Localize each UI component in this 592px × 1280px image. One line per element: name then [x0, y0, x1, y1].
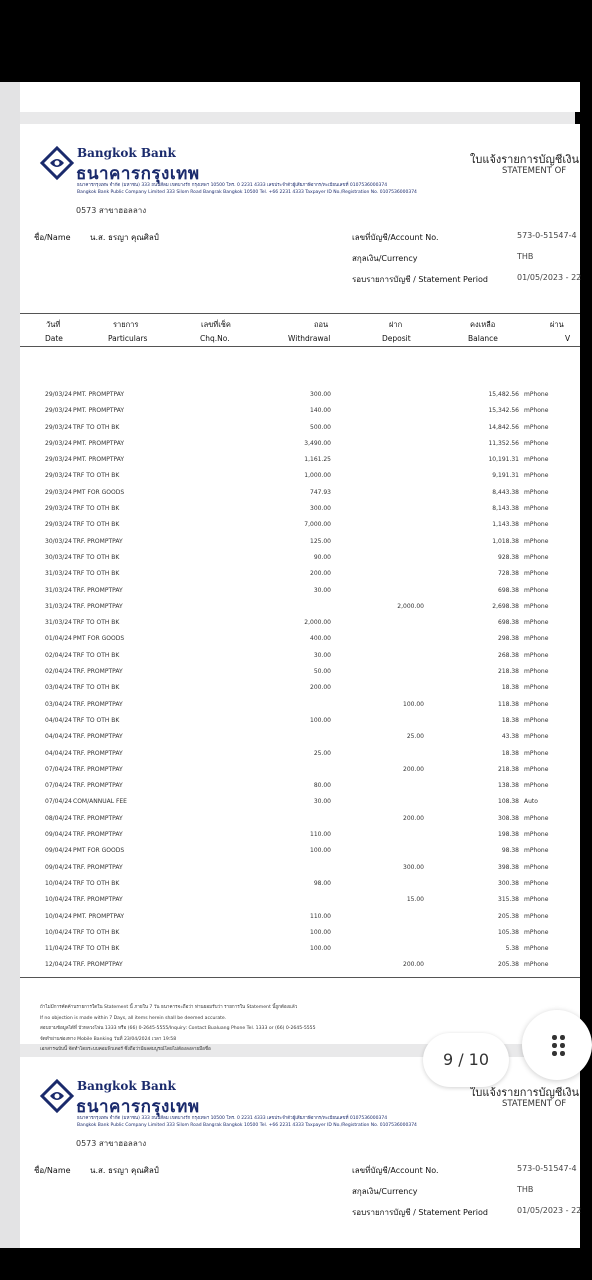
cell-via: mPhone [524, 407, 549, 415]
cell-balance: 105.38 [498, 928, 519, 936]
cell-balance: 308.38 [498, 814, 519, 822]
cell-balance: 698.38 [498, 619, 519, 627]
cell-balance: 2,698.38 [492, 602, 519, 610]
cell-balance: 198.38 [498, 831, 519, 839]
table-row [20, 827, 580, 843]
cell-via: mPhone [524, 586, 549, 594]
cell-withdrawal: 200.00 [310, 684, 331, 692]
grid-view-button[interactable] [522, 1010, 592, 1080]
period-value: 01/05/2023 - 22 [517, 273, 582, 282]
cell-withdrawal: 3,490.00 [304, 439, 331, 447]
cell-balance: 108.38 [498, 798, 519, 806]
cell-balance: 728.38 [498, 570, 519, 578]
cell-date: 03/04/24 [45, 684, 72, 692]
cell-date: 30/03/24 [45, 537, 72, 545]
table-row [20, 941, 580, 957]
branch-label: 0573 สาขาฮอลลาง [76, 206, 147, 215]
cell-balance: 300.38 [498, 879, 519, 887]
statement-page-next [20, 1057, 580, 1248]
cell-withdrawal: 30.00 [313, 798, 331, 806]
cell-particulars: TRF. PROMPTPAY [73, 602, 123, 610]
col-deposit-th: ฝาก [389, 320, 403, 329]
name-value: น.ส. ธรญา คุณศิลป์ [90, 1166, 159, 1175]
table-row [20, 615, 580, 631]
cell-particulars: TRF TO OTH BK [73, 619, 120, 627]
cell-via: mPhone [524, 896, 549, 904]
cell-particulars: TRF TO OTH BK [73, 521, 120, 529]
cell-balance: 9,191.31 [492, 472, 519, 480]
table-row [20, 957, 580, 973]
cell-particulars: PMT FOR GOODS [73, 635, 125, 643]
cell-date: 11/04/24 [45, 945, 72, 953]
table-row [20, 811, 580, 827]
cell-via: mPhone [524, 439, 549, 447]
account-no-label: เลขที่บัญชี/Account No. [352, 1166, 439, 1175]
table-row [20, 843, 580, 859]
cell-date: 29/03/24 [45, 521, 72, 529]
bank-address [77, 182, 517, 196]
cell-particulars: PMT. PROMPTPAY [73, 439, 125, 447]
bank-name-en: Bangkok Bank [77, 1079, 176, 1093]
note-computer-generated: เอกสารฉบับนี้ จัดทำโดยระบบคอมพิวเตอร์ ซึ่งถือว่ามีผลสมบูรณ์โดยไม่ต้องลงลายมือชื่อ [40, 1047, 211, 1053]
cell-particulars: TRF. PROMPTPAY [73, 749, 123, 757]
table-row [20, 403, 580, 419]
cell-particulars: TRF. PROMPTPAY [73, 765, 123, 773]
table-row [20, 648, 580, 664]
statement-subtitle: STATEMENT OF [502, 1099, 567, 1109]
cell-particulars: TRF TO OTH BK [73, 716, 120, 724]
cell-date: 10/04/24 [45, 879, 72, 887]
cell-withdrawal: 100.00 [310, 847, 331, 855]
cell-date: 29/03/24 [45, 488, 72, 496]
cell-via: mPhone [524, 814, 549, 822]
cell-withdrawal: 100.00 [310, 945, 331, 953]
cell-date: 04/04/24 [45, 716, 72, 724]
cell-via: mPhone [524, 619, 549, 627]
col-withdrawal-en: Withdrawal [288, 334, 331, 343]
cell-via: mPhone [524, 928, 549, 936]
table-row [20, 762, 580, 778]
cell-balance: 315.38 [498, 896, 519, 904]
table-row [20, 664, 580, 680]
cell-date: 29/03/24 [45, 391, 72, 398]
table-row [20, 746, 580, 762]
cell-balance: 298.38 [498, 635, 519, 643]
cell-balance: 138.38 [498, 782, 519, 790]
table-row [20, 729, 580, 745]
cell-via: Auto [524, 798, 538, 806]
statement-page [20, 124, 582, 1053]
cell-deposit: 200.00 [403, 961, 424, 969]
cell-date: 29/03/24 [45, 505, 72, 513]
table-row [20, 778, 580, 794]
cell-withdrawal: 80.00 [313, 782, 331, 790]
cell-particulars: TRF TO OTH BK [73, 879, 120, 887]
cell-withdrawal: 300.00 [310, 505, 331, 513]
col-particulars-th: รายการ [113, 320, 139, 329]
cell-deposit: 2,000.00 [397, 602, 424, 610]
cell-date: 09/04/24 [45, 847, 72, 855]
account-no-value: 573-0-51547-4 [517, 231, 577, 240]
cell-particulars: TRF TO OTH BK [73, 505, 120, 513]
cell-date: 07/04/24 [45, 765, 72, 773]
cell-date: 03/04/24 [45, 700, 72, 708]
table-row [20, 387, 580, 403]
cell-via: mPhone [524, 651, 549, 659]
cell-via: mPhone [524, 700, 549, 708]
cell-withdrawal: 200.00 [310, 570, 331, 578]
cell-date: 10/04/24 [45, 912, 72, 920]
page-indicator[interactable]: 9 / 10 [423, 1033, 509, 1087]
cell-withdrawal: 110.00 [310, 831, 331, 839]
name-label: ชื่อ/Name [34, 1166, 71, 1175]
cell-particulars: TRF. PROMPTPAY [73, 668, 123, 676]
cell-date: 31/03/24 [45, 570, 72, 578]
table-row [20, 892, 580, 908]
cell-via: mPhone [524, 831, 549, 839]
cell-withdrawal: 110.00 [310, 912, 331, 920]
cell-date: 29/03/24 [45, 423, 72, 431]
table-row [20, 876, 580, 892]
table-header-rule [20, 346, 580, 347]
cell-balance: 205.38 [498, 912, 519, 920]
table-row [20, 517, 580, 533]
currency-value: THB [517, 252, 534, 261]
cell-via: mPhone [524, 570, 549, 578]
cell-balance: 1,143.38 [492, 521, 519, 529]
cell-withdrawal: 90.00 [313, 553, 331, 561]
cell-via: mPhone [524, 423, 549, 431]
cell-particulars: TRF TO OTH BK [73, 945, 120, 953]
col-balance-en: Balance [468, 334, 498, 343]
transaction-table-body [20, 387, 580, 974]
cell-date: 07/04/24 [45, 782, 72, 790]
bank-address-th: ธนาคารกรุงเทพ จำกัด (มหาชน) 333 ถนนสีลม เขตบางรัก กรุงเทพฯ 10500 โทร. 0 2231 4333 เลขประจำตัวผู้เสียภาษีอากร/ทะเบียนเลขที่ 0107536000374 [77, 183, 388, 188]
name-label: ชื่อ/Name [34, 233, 71, 242]
cell-withdrawal: 1,161.25 [304, 456, 331, 464]
col-balance-th: คงเหลือ [470, 320, 496, 329]
cell-via: mPhone [524, 782, 549, 790]
cell-particulars: TRF. PROMPTPAY [73, 537, 123, 545]
cell-via: mPhone [524, 847, 549, 855]
col-via-th: ผ่าน [550, 320, 564, 329]
cell-balance: 43.38 [501, 733, 519, 741]
cell-particulars: PMT FOR GOODS [73, 847, 125, 855]
table-row [20, 599, 580, 615]
cell-particulars: PMT FOR GOODS [73, 488, 125, 496]
cell-balance: 268.38 [498, 651, 519, 659]
cell-particulars: PMT. PROMPTPAY [73, 391, 125, 398]
cell-balance: 218.38 [498, 668, 519, 676]
cell-particulars: TRF. PROMPTPAY [73, 586, 123, 594]
col-date-en: Date [45, 334, 63, 343]
cell-balance: 205.38 [498, 961, 519, 969]
cell-via: mPhone [524, 553, 549, 561]
cell-via: mPhone [524, 521, 549, 529]
cell-withdrawal: 2,000.00 [304, 619, 331, 627]
account-no-label: เลขที่บัญชี/Account No. [352, 233, 439, 242]
cell-date: 29/03/24 [45, 439, 72, 447]
cell-particulars: TRF TO OTH BK [73, 570, 120, 578]
cell-balance: 8,143.38 [492, 505, 519, 513]
currency-label: สกุลเงิน/Currency [352, 254, 418, 263]
currency-value: THB [517, 1185, 534, 1194]
statement-notes [40, 1003, 316, 1056]
cell-deposit: 200.00 [403, 814, 424, 822]
cell-via: mPhone [524, 945, 549, 953]
cell-date: 29/03/24 [45, 407, 72, 415]
cell-particulars: TRF TO OTH BK [73, 684, 120, 692]
cell-date: 30/03/24 [45, 553, 72, 561]
cell-date: 31/03/24 [45, 619, 72, 627]
name-value: น.ส. ธรญา คุณศิลป์ [90, 233, 159, 242]
cell-particulars: TRF. PROMPTPAY [73, 896, 123, 904]
cell-balance: 218.38 [498, 765, 519, 773]
table-row [20, 452, 580, 468]
table-row [20, 534, 580, 550]
cell-deposit: 300.00 [403, 863, 424, 871]
cell-particulars: PMT. PROMPTPAY [73, 456, 125, 464]
cell-withdrawal: 30.00 [313, 651, 331, 659]
table-row [20, 909, 580, 925]
cell-date: 04/04/24 [45, 749, 72, 757]
cell-deposit: 15.00 [406, 896, 424, 904]
cell-balance: 928.38 [498, 553, 519, 561]
cell-date: 09/04/24 [45, 831, 72, 839]
cell-balance: 398.38 [498, 863, 519, 871]
cell-via: mPhone [524, 749, 549, 757]
cell-withdrawal: 140.00 [310, 407, 331, 415]
table-row [20, 794, 580, 810]
cell-deposit: 100.00 [403, 700, 424, 708]
cell-withdrawal: 30.00 [313, 586, 331, 594]
cell-particulars: TRF TO OTH BK [73, 472, 120, 480]
cell-particulars: PMT. PROMPTPAY [73, 407, 125, 415]
note-objection-en: If no objection is made within 7 Days, all items herein shall be deemed accurate. [40, 1015, 227, 1021]
period-label: รอบรายการบัญชี / Statement Period [352, 1208, 488, 1217]
cell-particulars: TRF TO OTH BK [73, 553, 120, 561]
bank-address [77, 1115, 517, 1129]
bank-name-en: Bangkok Bank [77, 146, 176, 160]
bank-name-th: ธนาคารกรุงเทพ [76, 164, 200, 184]
cell-balance: 15,482.56 [488, 391, 519, 398]
note-inquiry: สอบถามข้อมูลได้ที่ บัวหลวงโฟน 1333 หรือ (66) 0-2645-5555/Inquiry: Contact Bualuang Phone Tel. 1333 or (66) 0-2645-5555 [40, 1026, 316, 1032]
col-via-en: V [565, 334, 571, 343]
cell-date: 29/03/24 [45, 472, 72, 480]
table-top-rule [20, 313, 580, 314]
cell-withdrawal: 25.00 [313, 749, 331, 757]
bank-name-th: ธนาคารกรุงเทพ [76, 1097, 200, 1117]
cell-particulars: PMT. PROMPTPAY [73, 912, 125, 920]
cell-via: mPhone [524, 505, 549, 513]
cell-withdrawal: 50.00 [313, 668, 331, 676]
table-row [20, 566, 580, 582]
cell-balance: 8,443.38 [492, 488, 519, 496]
cell-via: mPhone [524, 472, 549, 480]
cell-via: mPhone [524, 391, 549, 398]
viewer-gutter [0, 82, 20, 1248]
cell-deposit: 200.00 [403, 765, 424, 773]
table-row [20, 420, 580, 436]
cell-particulars: TRF. PROMPTPAY [73, 782, 123, 790]
cell-balance: 698.38 [498, 586, 519, 594]
table-row [20, 860, 580, 876]
col-particulars-en: Particulars [108, 334, 148, 343]
table-row [20, 501, 580, 517]
bank-address-th: ธนาคารกรุงเทพ จำกัด (มหาชน) 333 ถนนสีลม เขตบางรัก กรุงเทพฯ 10500 โทร. 0 2231 4333 เลขประจำตัวผู้เสียภาษีอากร/ทะเบียนเลขที่ 0107536000374 [77, 1116, 388, 1121]
table-row [20, 583, 580, 599]
cell-balance: 15,342.56 [488, 407, 519, 415]
cell-withdrawal: 100.00 [310, 928, 331, 936]
table-row [20, 468, 580, 484]
cell-via: mPhone [524, 635, 549, 643]
cell-withdrawal: 500.00 [310, 423, 331, 431]
cell-via: mPhone [524, 716, 549, 724]
cell-particulars: COM/ANNUAL FEE [73, 798, 127, 806]
cell-deposit: 25.00 [406, 733, 424, 741]
cell-via: mPhone [524, 488, 549, 496]
cell-withdrawal: 747.93 [310, 488, 331, 496]
cell-withdrawal: 100.00 [310, 716, 331, 724]
previous-page-bottom [20, 82, 580, 112]
cell-withdrawal: 400.00 [310, 635, 331, 643]
bank-address-en: Bangkok Bank Public Company Limited 333 Silom Road Bangrak Bangkok 10500 Tel. +66 2231 4333 Taxpayer ID No./Registration No. 0107536000374 [77, 190, 417, 195]
col-date-th: วันที่ [46, 320, 61, 329]
cell-via: mPhone [524, 961, 549, 969]
cell-withdrawal: 125.00 [310, 537, 331, 545]
table-row [20, 436, 580, 452]
cell-date: 10/04/24 [45, 928, 72, 936]
cell-withdrawal: 300.00 [310, 391, 331, 398]
cell-date: 02/04/24 [45, 651, 72, 659]
cell-via: mPhone [524, 602, 549, 610]
branch-label: 0573 สาขาฮอลลาง [76, 1139, 147, 1148]
period-value: 01/05/2023 - 22 [517, 1206, 582, 1215]
statement-title: ใบแจ้งรายการบัญชีเงิน [470, 1086, 580, 1099]
col-chq-th: เลขที่เช็ค [201, 320, 231, 329]
navigation-bar [0, 1248, 575, 1280]
cell-date: 29/03/24 [45, 456, 72, 464]
cell-date: 09/04/24 [45, 863, 72, 871]
cell-via: mPhone [524, 733, 549, 741]
cell-balance: 5.38 [505, 945, 519, 953]
cell-balance: 98.38 [501, 847, 519, 855]
table-row [20, 550, 580, 566]
cell-particulars: TRF. PROMPTPAY [73, 831, 123, 839]
cell-balance: 14,842.56 [488, 423, 519, 431]
table-bottom-rule [20, 977, 580, 978]
table-row [20, 631, 580, 647]
cell-particulars: TRF. PROMPTPAY [73, 863, 123, 871]
period-label: รอบรายการบัญชี / Statement Period [352, 275, 488, 284]
table-row [20, 925, 580, 941]
cell-via: mPhone [524, 879, 549, 887]
status-bar [0, 0, 575, 82]
cell-via: mPhone [524, 456, 549, 464]
cell-particulars: TRF. PROMPTPAY [73, 700, 123, 708]
statement-subtitle: STATEMENT OF [502, 166, 567, 176]
cell-particulars: TRF. PROMPTPAY [73, 961, 123, 969]
cell-particulars: TRF. PROMPTPAY [73, 733, 123, 741]
col-withdrawal-th: ถอน [314, 320, 329, 329]
col-deposit-en: Deposit [382, 334, 411, 343]
cell-withdrawal: 7,000.00 [304, 521, 331, 529]
bangkok-bank-logo-icon [40, 1079, 74, 1113]
cell-date: 07/04/24 [45, 798, 72, 806]
cell-date: 10/04/24 [45, 896, 72, 904]
currency-label: สกุลเงิน/Currency [352, 1187, 418, 1196]
cell-particulars: TRF TO OTH BK [73, 423, 120, 431]
cell-via: mPhone [524, 912, 549, 920]
cell-balance: 18.38 [501, 684, 519, 692]
cell-particulars: TRF TO OTH BK [73, 928, 120, 936]
cell-date: 12/04/24 [45, 961, 72, 969]
cell-particulars: TRF TO OTH BK [73, 651, 120, 659]
cell-date: 31/03/24 [45, 602, 72, 610]
cell-date: 02/04/24 [45, 668, 72, 676]
cell-via: mPhone [524, 765, 549, 773]
cell-balance: 18.38 [501, 749, 519, 757]
table-row [20, 485, 580, 501]
cell-date: 01/04/24 [45, 635, 72, 643]
statement-title: ใบแจ้งรายการบัญชีเงิน [470, 153, 580, 166]
table-row [20, 713, 580, 729]
note-objection-th: ถ้าไม่มีการคัดค้านรายการใดใน Statement นี้ ภายใน 7 วัน ธนาคารจะถือว่า ท่านยอมรับว่า รายการใน Statement นี้ถูกต้องแล้ว [40, 1005, 298, 1010]
cell-particulars: TRF. PROMPTPAY [73, 814, 123, 822]
bank-address-en: Bangkok Bank Public Company Limited 333 Silom Road Bangrak Bangkok 10500 Tel. +66 2231 4333 Taxpayer ID No./Registration No. 0107536000374 [77, 1123, 417, 1128]
cell-balance: 1,018.38 [492, 537, 519, 545]
cell-withdrawal: 1,000.00 [304, 472, 331, 480]
table-row [20, 697, 580, 713]
cell-balance: 11,352.56 [488, 439, 519, 447]
bangkok-bank-logo-icon [40, 146, 74, 180]
cell-balance: 118.38 [498, 700, 519, 708]
cell-balance: 18.38 [501, 716, 519, 724]
cell-balance: 10,191.31 [488, 456, 519, 464]
cell-withdrawal: 98.00 [313, 879, 331, 887]
note-generated: จัดทำผ่านช่องทาง Mobile Banking วันที่ 23/04/2024 เวลา 19:58 [40, 1036, 177, 1042]
col-chq-en: Chq.No. [200, 334, 230, 343]
cell-date: 04/04/24 [45, 733, 72, 741]
cell-via: mPhone [524, 863, 549, 871]
table-row [20, 680, 580, 696]
cell-via: mPhone [524, 668, 549, 676]
cell-date: 08/04/24 [45, 814, 72, 822]
cell-date: 31/03/24 [45, 586, 72, 594]
cell-via: mPhone [524, 537, 549, 545]
account-no-value: 573-0-51547-4 [517, 1164, 577, 1173]
cell-via: mPhone [524, 684, 549, 692]
